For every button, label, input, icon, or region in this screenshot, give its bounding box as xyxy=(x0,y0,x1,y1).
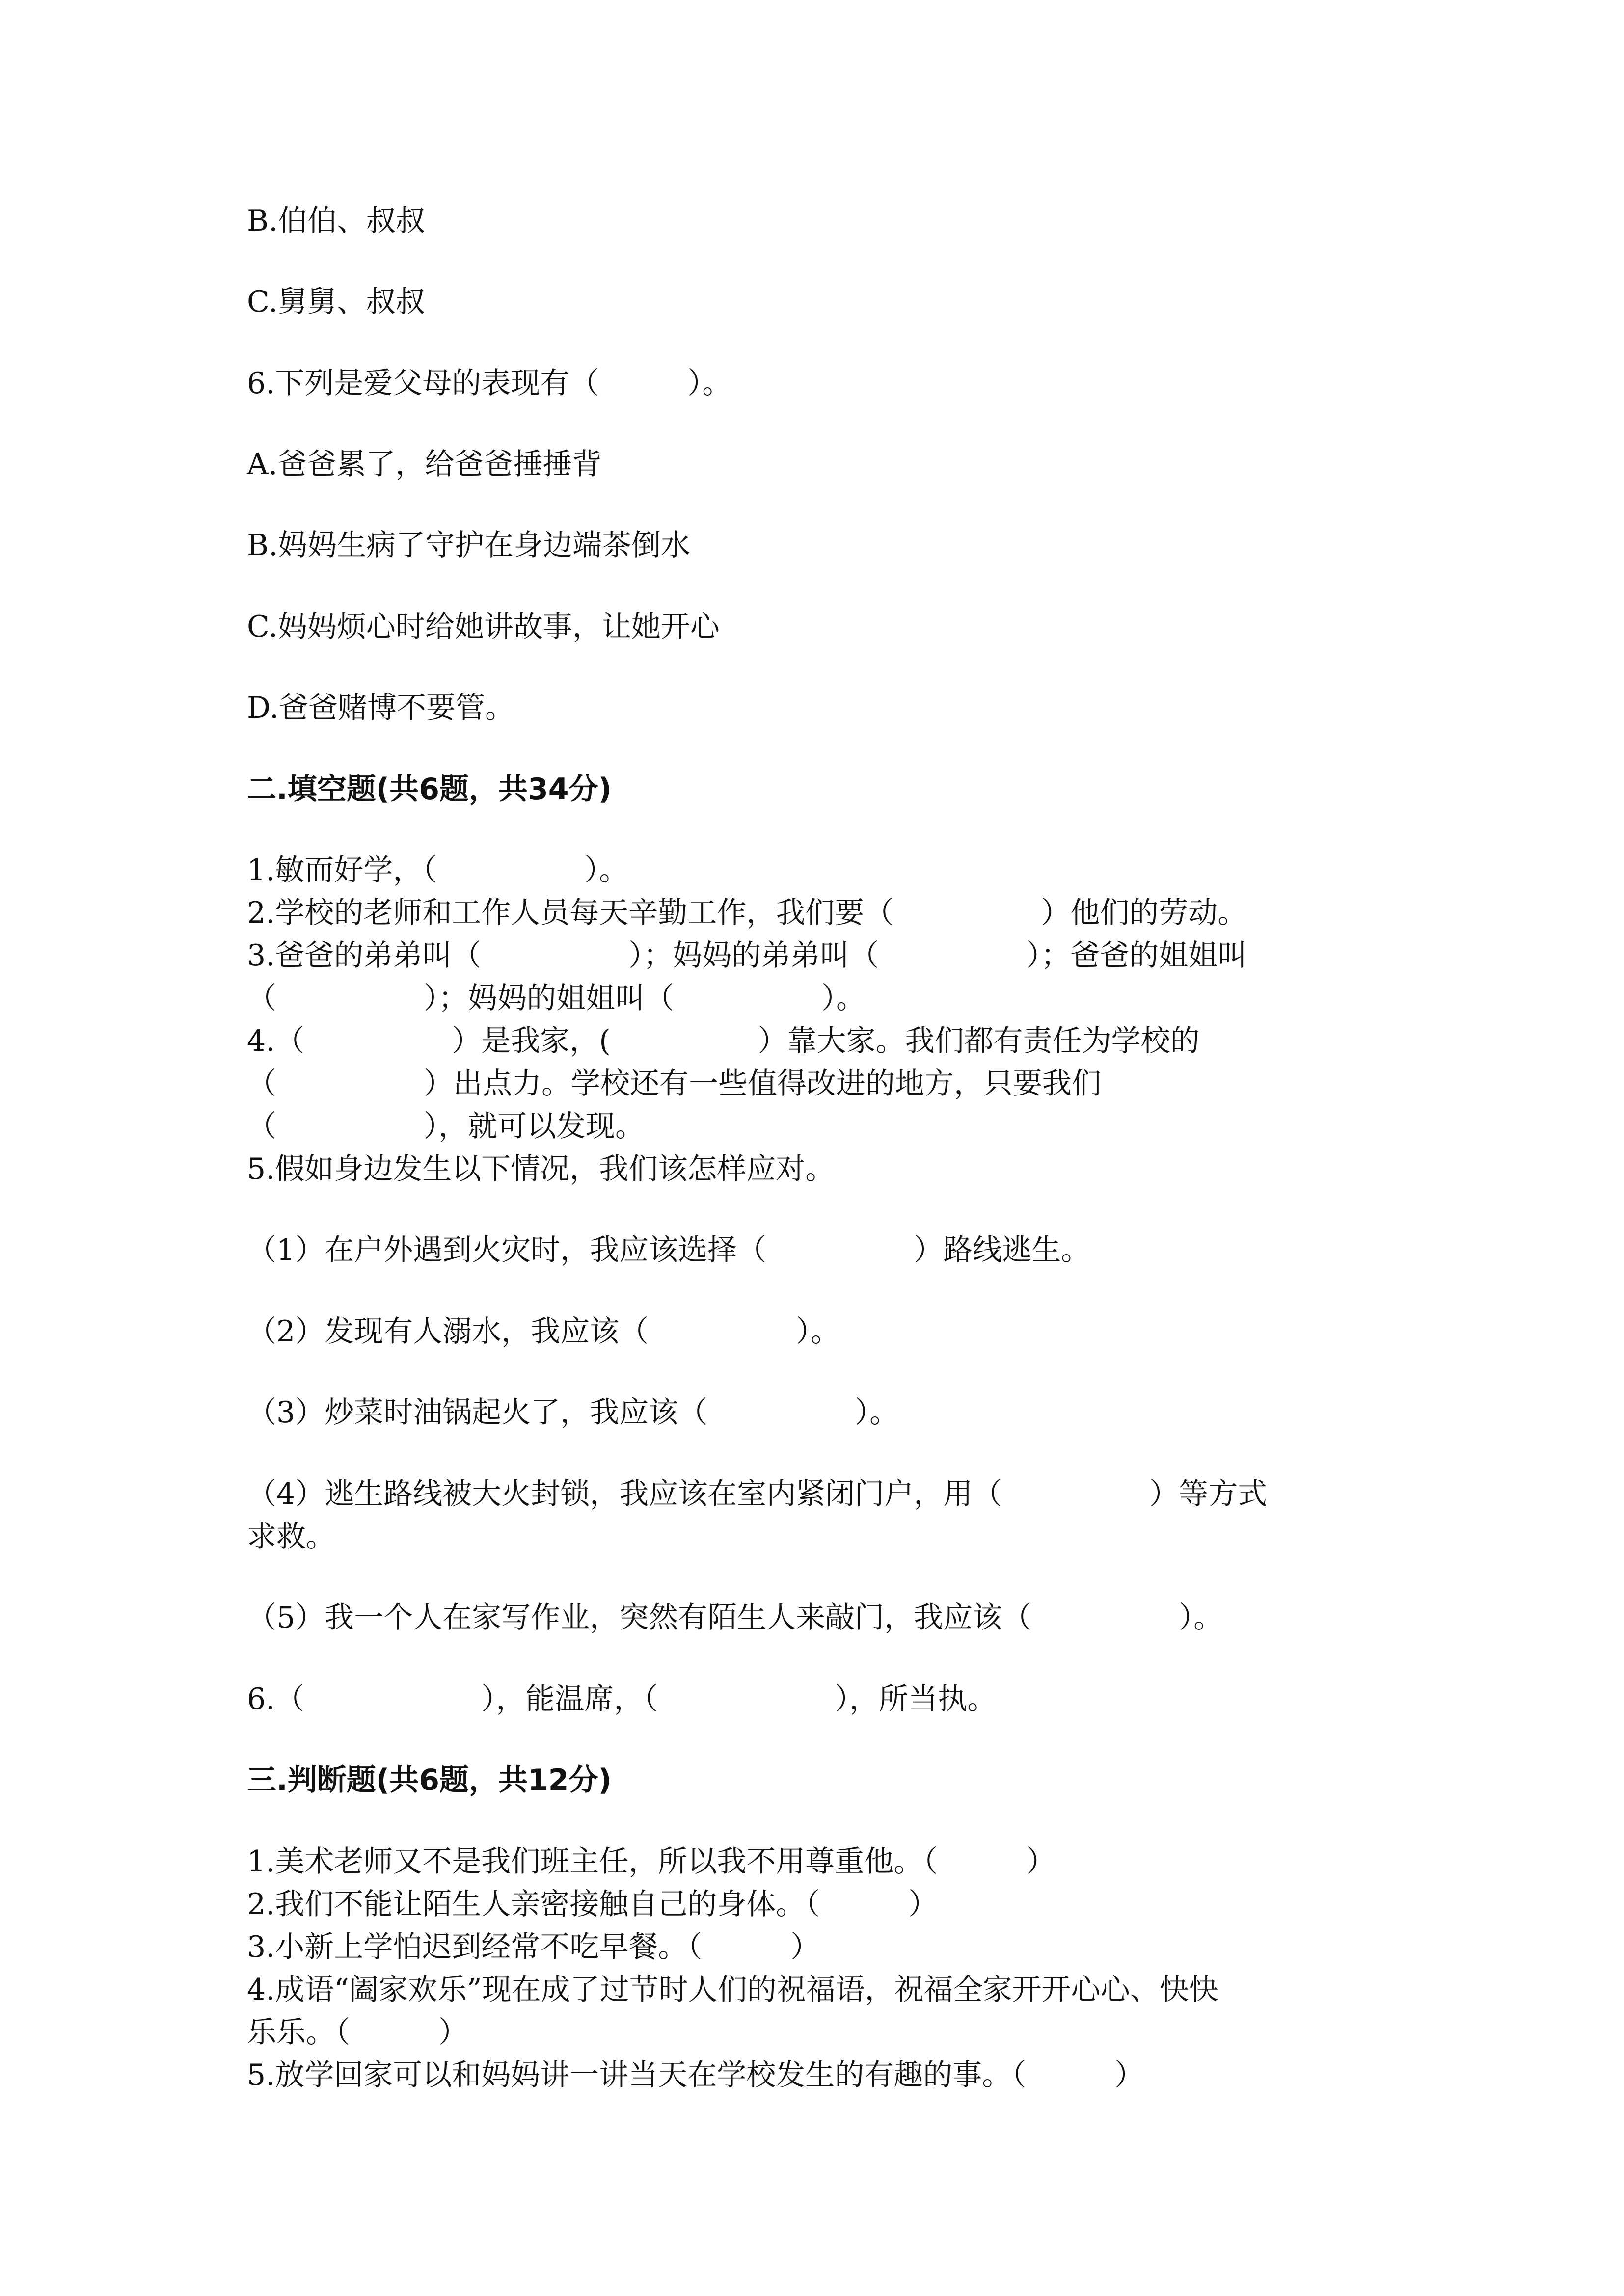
option-b-q5: B.伯伯、叔叔 xyxy=(247,204,426,238)
judge-q3: 3.小新上学怕迟到经常不吃早餐。（ ） xyxy=(247,1930,820,1964)
option-c-q5: C.舅舅、叔叔 xyxy=(247,285,425,319)
fill-q2: 2.学校的老师和工作人员每天辛勤工作，我们要（ ）他们的劳动。 xyxy=(247,896,1247,930)
fill-q6: 6.（ ），能温席，（ ），所当执。 xyxy=(247,1682,997,1716)
section-heading-true-false: 三.判断题(共6题，共12分) xyxy=(247,1763,612,1797)
fill-q3-line2: （ ）；妈妈的姐姐叫（ ）。 xyxy=(247,981,866,1015)
fill-q1: 1.敏而好学，（ ）。 xyxy=(247,853,629,887)
fill-q4-line2: （ ）出点力。学校还有一些值得改进的地方，只要我们 xyxy=(247,1067,1101,1101)
option-b-q6: B.妈妈生病了守护在身边端茶倒水 xyxy=(247,528,691,562)
fill-q5-sub2: （2）发现有人溺水，我应该（ ）。 xyxy=(247,1314,840,1349)
judge-q5: 5.放学回家可以和妈妈讲一讲当天在学校发生的有趣的事。（ ） xyxy=(247,2058,1144,2092)
fill-q3-line1: 3.爸爸的弟弟叫（ ）；妈妈的弟弟叫（ ）；爸爸的姐姐叫 xyxy=(247,938,1247,973)
fill-q5-sub4-line2: 求救。 xyxy=(247,1520,335,1554)
fill-q5-sub4-line1: （4）逃生路线被大火封锁，我应该在室内紧闭门户，用（ ）等方式 xyxy=(247,1477,1268,1511)
judge-q4-line1: 4.成语“阖家欢乐”现在成了过节时人们的祝福语，祝福全家开开心心、快快 xyxy=(247,1973,1218,2007)
question-6: 6.下列是爱父母的表现有（ ）。 xyxy=(247,366,732,400)
judge-q4-line2: 乐乐。（ ） xyxy=(247,2015,468,2050)
judge-q2: 2.我们不能让陌生人亲密接触自己的身体。（ ） xyxy=(247,1887,938,1922)
fill-q4-line3: （ ），就可以发现。 xyxy=(247,1109,645,1144)
option-c-q6: C.妈妈烦心时给她讲故事，让她开心 xyxy=(247,610,720,644)
fill-q5-sub1: （1）在户外遇到火灾时，我应该选择（ ）路线逃生。 xyxy=(247,1233,1091,1267)
fill-q4-line1: 4.（ ）是我家，( ）靠大家。我们都有责任为学校的 xyxy=(247,1024,1200,1058)
fill-q5-sub3: （3）炒菜时油锅起火了，我应该（ ）。 xyxy=(247,1395,899,1430)
fill-q5: 5.假如身边发生以下情况，我们该怎样应对。 xyxy=(247,1152,835,1186)
option-a-q6: A.爸爸累了，给爸爸捶捶背 xyxy=(247,447,602,481)
fill-q5-sub5: （5）我一个人在家写作业，突然有陌生人来敲门，我应该（ ）。 xyxy=(247,1601,1223,1635)
section-heading-fill-blank: 二.填空题(共6题，共34分) xyxy=(247,772,612,806)
option-d-q6: D.爸爸赌博不要管。 xyxy=(247,691,515,725)
judge-q1: 1.美术老师又不是我们班主任，所以我不用尊重他。（ ） xyxy=(247,1844,1056,1879)
